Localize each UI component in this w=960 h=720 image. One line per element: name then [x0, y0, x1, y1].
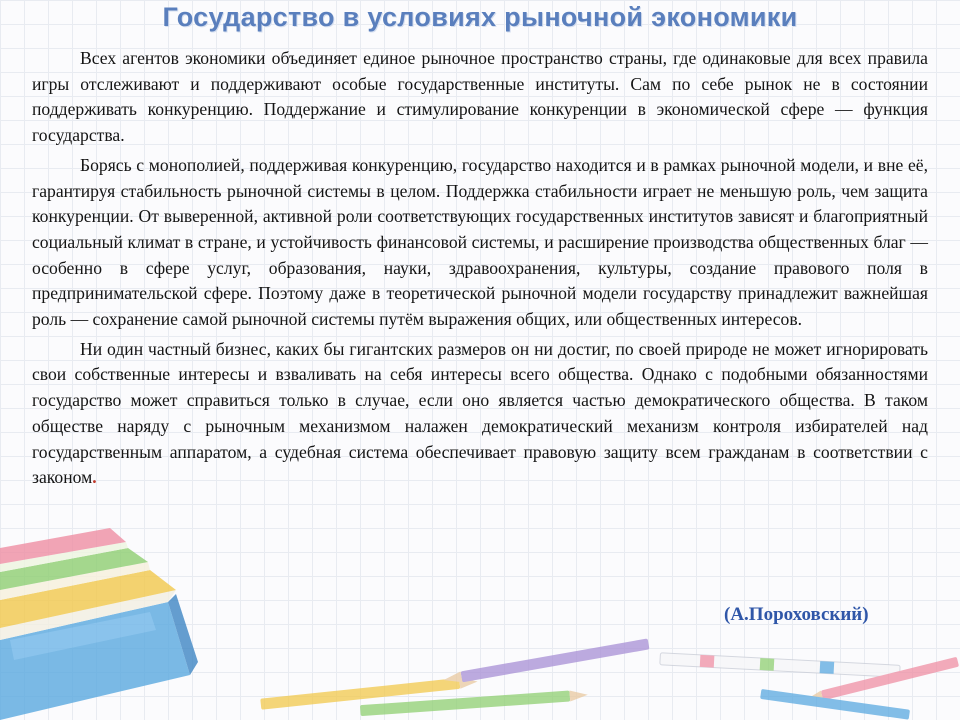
author-attribution: (А.Пороховский)	[724, 604, 869, 625]
paragraph-2: Борясь с монополией, поддерживая конкуренцию, государство находится и в рамках рыночной модели, и вне её, гарантируя стабильность рыночной системы в целом. Поддержка стабильности играет не меньшую роль, чем защита конкуренции. От выверенной, активной роли соответствующих государственных институтов зависят и благоприятный социальный климат в стране, и устойчивость финансовой системы, и расширение производства общественных благ — особенно в сфере услуг, образования, науки, здравоохранения, культуры, создание правового поля в предпринимательской сфере. Поэтому даже в теоретической рыночной модели государству принадлежит важнейшая роль — сохранение самой рыночной системы путём выражения общих, или общественных интересов.	[32, 154, 928, 330]
paragraph-3	[32, 337, 928, 491]
paragraph-3-text: Ни один частный бизнес, каких бы гигантских размеров он ни достиг, по своей природе не может игнорировать свои собственные интересы и взваливать на себя интересы всего общества. Однако с подобными обязанностями государство может справиться только в случае, если оно является частью демократического общества. В таком обществе наряду с рыночным механизмом налажен демократический механизм контроля избирателей над государственным аппаратом, а судебная система обеспечивает правовую защиту всем гражданам в соответствии с законом	[32, 338, 928, 488]
end-mark: .	[92, 467, 97, 488]
article-body	[32, 46, 928, 495]
stacked-books-icon	[0, 528, 198, 720]
slide-title: Государство в условиях рыночной экономики	[162, 2, 798, 32]
colored-pencils-icon	[260, 638, 959, 719]
paragraph-1: Всех агентов экономики объединяет единое рыночное пространство страны, где одинаковые для всех правила игры отслеживают и поддерживают особые государственные институты. Сам по себе рынок не в состоянии поддерживать конкуренцию. Поддержание и стимулирование конкуренции в экономической сфере — функция государства.	[32, 48, 928, 146]
